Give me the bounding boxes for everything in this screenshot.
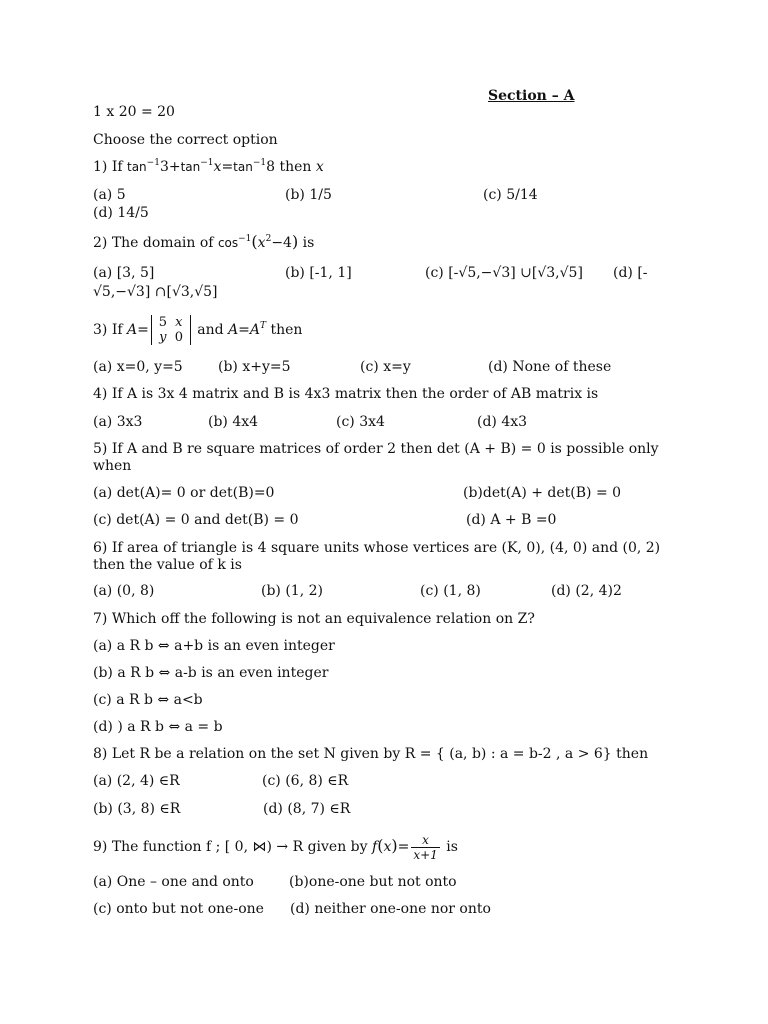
q1-option-a: (a) 5 [93, 187, 126, 203]
q7-option-a: (a) a R b ⇔ a+b is an even integer [93, 638, 335, 654]
question-7: 7) Which off the following is not an equivalence relation on Z? [93, 611, 535, 627]
q3-option-a: (a) x=0, y=5 [93, 359, 183, 375]
marks-line: 1 x 20 = 20 [93, 104, 175, 120]
section-heading: Section – A [488, 88, 575, 104]
question-5: 5) If A and B re square matrices of order 2 then det (A + B) = 0 is possible only when [93, 441, 659, 474]
q5-option-a: (a) det(A)= 0 or det(B)=0 [93, 485, 275, 501]
q9-option-d: (d) neither one-one nor onto [290, 901, 491, 917]
q4-option-b: (b) 4x4 [208, 414, 259, 430]
question-8: 8) Let R be a relation on the set N given by R = { (a, b) : a = b-2 , a > 6} then [93, 746, 649, 762]
question-6: 6) If area of triangle is 4 square units whose vertices are (K, 0), (4, 0) and (0, 2) then the value of k is [93, 540, 661, 573]
q5-option-c: (c) det(A) = 0 and det(B) = 0 [93, 512, 299, 528]
q3-option-d: (d) None of these [488, 359, 612, 375]
q2-option-a: (a) [3, 5] [93, 265, 155, 281]
q2-option-d-continued: √5,−√3] ∩[√3,√5] [93, 284, 218, 300]
q9-option-b: (b)one-one but not onto [289, 874, 457, 890]
q8-option-d: (d) (8, 7) ∈R [263, 801, 351, 817]
q8-option-b: (b) (3, 8) ∈R [93, 801, 181, 817]
q2-option-c: (c) [-√5,−√3] ∪[√3,√5] [425, 265, 583, 281]
q8-option-a: (a) (2, 4) ∈R [93, 773, 180, 789]
question-9: 9) The function f ; [ 0, ⋈) → R given by f(x)= $\frac{x}{x+1}$ is [93, 832, 458, 862]
q5-option-d: (d) A + B =0 [466, 512, 557, 528]
question-1: 1) If $\tan^{-1}3+\tan^{-1}x=\tan^{-1}8$ then x [93, 158, 324, 175]
q3-option-c: (c) x=y [360, 359, 411, 375]
q9-option-a: (a) One – one and onto [93, 874, 254, 890]
q4-option-a: (a) 3x3 [93, 414, 143, 430]
q3-option-b: (b) x+y=5 [218, 359, 291, 375]
question-4: 4) If A is 3x 4 matrix and B is 4x3 matrix then the order of AB matrix is [93, 386, 599, 402]
q7-option-c: (c) a R b ⇔ a<b [93, 692, 203, 708]
q1-option-d: (d) 14/5 [93, 205, 149, 221]
q1-option-c: (c) 5/14 [483, 187, 538, 203]
question-3: 3) If A= 5 x y 0 and $A=A^T$ then [93, 315, 303, 345]
q6-option-d: (d) (2, 4)2 [551, 583, 622, 599]
q9-option-c: (c) onto but not one-one [93, 901, 264, 917]
q6-option-b: (b) (1, 2) [261, 583, 323, 599]
q4-option-d: (d) 4x3 [477, 414, 528, 430]
q2-option-d: (d) [- [613, 265, 648, 281]
q4-option-c: (c) 3x4 [336, 414, 385, 430]
q7-option-b: (b) a R b ⇔ a-b is an even integer [93, 665, 329, 681]
q2-option-b: (b) [-1, 1] [285, 265, 352, 281]
q6-option-a: (a) (0, 8) [93, 583, 155, 599]
matrix-a: 5 x y 0 [151, 315, 191, 345]
fraction: $\frac{x}{x+1}$ [413, 832, 438, 862]
q6-option-c: (c) (1, 8) [420, 583, 481, 599]
instruction-line: Choose the correct option [93, 132, 278, 148]
question-2: 2) The domain of $\cos^{-1}(x^2-4)$ is [93, 232, 315, 251]
q7-option-d: (d) ) a R b ⇔ a = b [93, 719, 223, 735]
q5-option-b: (b)det(A) + det(B) = 0 [463, 485, 622, 501]
q8-option-c: (c) (6, 8) ∈R [262, 773, 349, 789]
q1-option-b: (b) 1/5 [285, 187, 332, 203]
